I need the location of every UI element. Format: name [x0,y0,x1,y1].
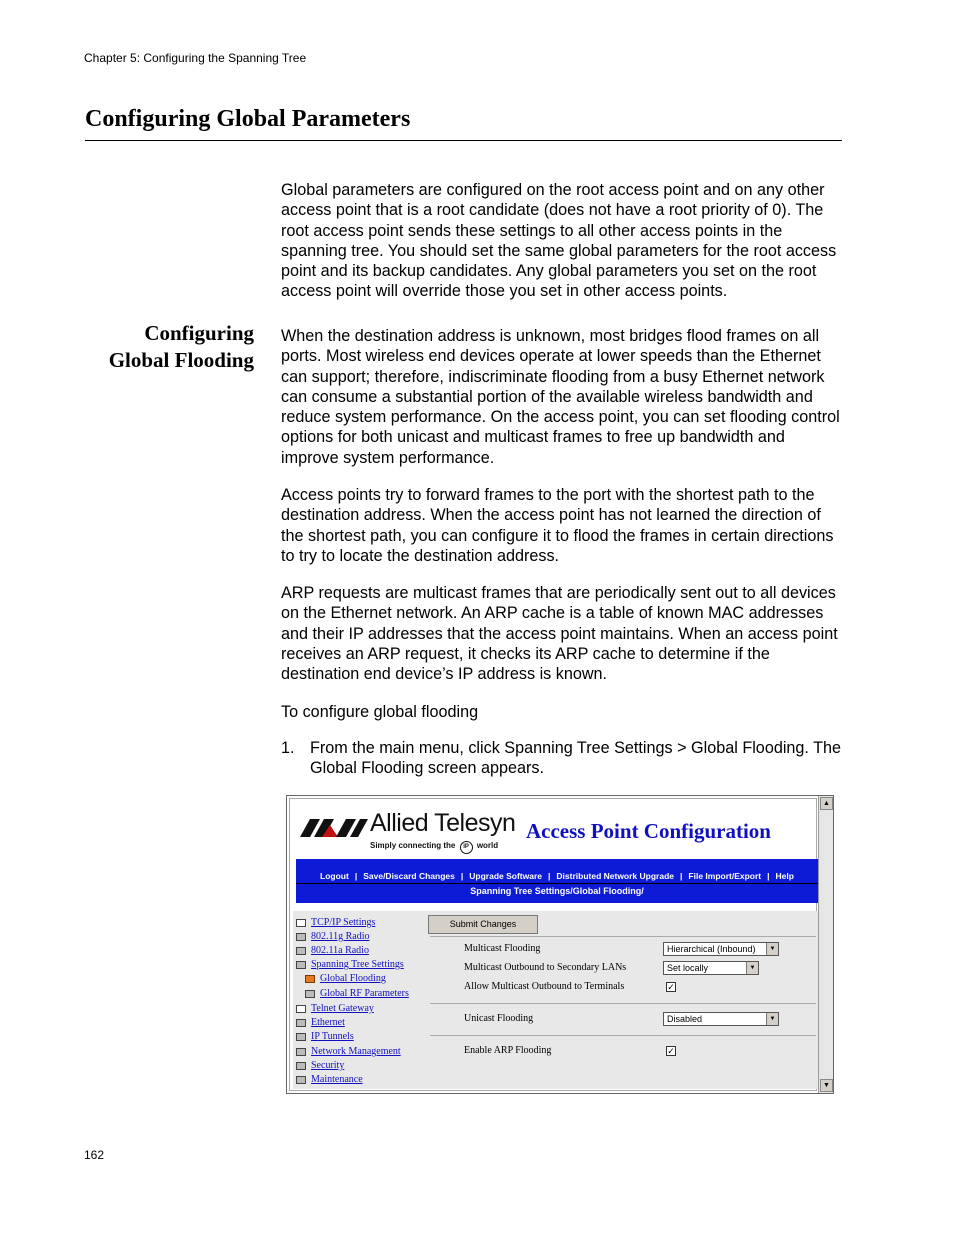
nav-divider [296,883,818,884]
global-flooding-screenshot [286,795,834,1094]
procedure-intro: To configure global flooding [281,703,479,721]
header-banner [296,803,816,857]
nav-upgrade-software[interactable]: Upgrade Software [469,871,543,881]
subsection-title [54,320,254,374]
brand-name: Allied Telesyn [370,809,516,837]
enable-arp-label: Enable ARP Flooding [464,1045,552,1056]
open-folder-icon [296,961,306,969]
breadcrumb: Spanning Tree Settings/Global Flooding/ [470,886,644,896]
top-nav-bar [296,859,818,903]
nav-logout[interactable]: Logout [320,871,349,881]
folder-icon [296,933,306,941]
form-divider [430,936,816,937]
running-head: Chapter 5: Configuring the Spanning Tree [84,51,307,65]
intro-paragraph: Global parameters are configured on the root access point and on any other access point that is a root candidate (does not have a root priority of 0). The root access point sends these settings to all other access points in the spanning tree. You should set the same global parameters for the root access point and its backup candidates. Any global parameters you set on the root access point will override those you set in other access points. [281,181,837,301]
tree-item-80211g[interactable]: 802.11g Radio [296,931,370,942]
paragraph-arp: ARP requests are multicast frames that are periodically sent out to all devices on the Ethernet network. An ARP cache is a table of known MAC addresses and their IP addresses that the access point maintains. When an access point receives an ARP request, it checks its ARP cache to determine if the destination end device’s IP address is known. [281,584,838,684]
title-rule [85,140,842,141]
tree-item-tcpip[interactable]: TCP/IP Settings [296,917,375,928]
tree-item-spanning-tree[interactable]: Spanning Tree Settings [296,959,404,970]
document-icon [296,1005,306,1013]
multicast-outbound-label: Multicast Outbound to Secondary LANs [464,962,627,973]
vertical-scrollbar[interactable] [818,796,833,1093]
enable-arp-checkbox[interactable]: ✓ [667,1046,675,1056]
tree-item-global-flooding[interactable]: Global Flooding [305,973,386,984]
unicast-flooding-label: Unicast Flooding [464,1013,534,1024]
multicast-outbound-select[interactable]: Set locally ▼ [663,961,759,975]
folder-icon [296,947,306,955]
allow-multicast-label: Allow Multicast Outbound to Terminals [464,981,625,992]
browser-viewport [289,798,817,1091]
menu-tree [293,911,426,1089]
folder-icon [305,990,315,998]
subsection-title-line2: Global Flooding [108,348,254,372]
tagline-part2: world [476,841,499,850]
scroll-up-icon[interactable]: ▲ [820,797,833,810]
folder-icon [296,1048,306,1056]
form-divider [430,1003,816,1004]
document-icon [305,975,315,983]
tree-item-global-rf[interactable]: Global RF Parameters [305,988,409,999]
tree-item-maintenance[interactable]: Maintenance [296,1074,363,1085]
settings-form [426,911,818,1089]
folder-icon [296,1076,306,1084]
page-number: 162 [84,1148,105,1162]
multicast-flooding-label: Multicast Flooding [464,943,541,954]
section-title: Configuring Global Parameters [85,106,411,132]
nav-distributed-upgrade[interactable]: Distributed Network Upgrade [556,871,675,881]
allied-telesyn-logo-icon [300,819,368,837]
tree-item-ip-tunnels[interactable]: IP Tunnels [296,1031,354,1042]
tree-item-ethernet[interactable]: Ethernet [296,1017,345,1028]
nav-file-import-export[interactable]: File Import/Export [688,871,762,881]
nav-save-discard[interactable]: Save/Discard Changes [363,871,455,881]
tree-item-telnet-gateway[interactable]: Telnet Gateway [296,1003,374,1014]
folder-icon [296,1019,306,1027]
tagline [370,841,498,854]
submit-changes-button[interactable]: Submit Changes [428,915,538,934]
chevron-down-icon: ▼ [766,1013,778,1025]
chevron-down-icon: ▼ [766,943,778,955]
scroll-down-icon[interactable]: ▼ [820,1079,833,1092]
tree-item-80211a[interactable]: 802.11a Radio [296,945,369,956]
folder-icon [296,1062,306,1070]
app-title: Access Point Configuration [526,819,771,843]
chevron-down-icon: ▼ [746,962,758,974]
subsection-title-line1: Configuring [144,321,254,345]
paragraph-flooding: When the destination address is unknown, most bridges flood frames on all ports. Most wireless end devices operate at lower speeds than the Ethernet can support; therefore, indiscriminate flooding from a busy Ethernet network can consume a substantial portion of the available wireless bandwidth and reduce system performance. On the access point, you can set flooding control options for both unicast and multicast frames to free up bandwidth and improve system performance. [281,327,840,467]
nav-help[interactable]: Help [775,871,794,881]
unicast-flooding-select[interactable]: Disabled ▼ [663,1012,779,1026]
tagline-part1: Simply connecting the [370,841,456,850]
paragraph-shortest-path: Access points try to forward frames to the port with the shortest path to the destination address. When the access point has not learned the direction of the shortest path, you can configure it to flood the frames in certain directions to try to locate the destination address. [281,486,834,565]
step-number: 1. [281,739,295,757]
form-divider [430,1035,816,1036]
tree-item-security[interactable]: Security [296,1060,344,1071]
folder-icon [296,1033,306,1041]
document-icon [296,919,306,927]
multicast-flooding-select[interactable]: Hierarchical (Inbound) ▼ [663,942,779,956]
step-text: From the main menu, click Spanning Tree Settings > Global Flooding. The Global Flooding screen appears. [310,739,842,778]
ip-badge-icon: IP [460,841,473,854]
nav-links: Logout | Save/Discard Changes | Upgrade Software | Distributed Network Upgrade | File Import/Export | Help [296,871,818,881]
tree-item-network-management[interactable]: Network Management [296,1046,401,1057]
allow-multicast-checkbox[interactable]: ✓ [667,982,675,992]
